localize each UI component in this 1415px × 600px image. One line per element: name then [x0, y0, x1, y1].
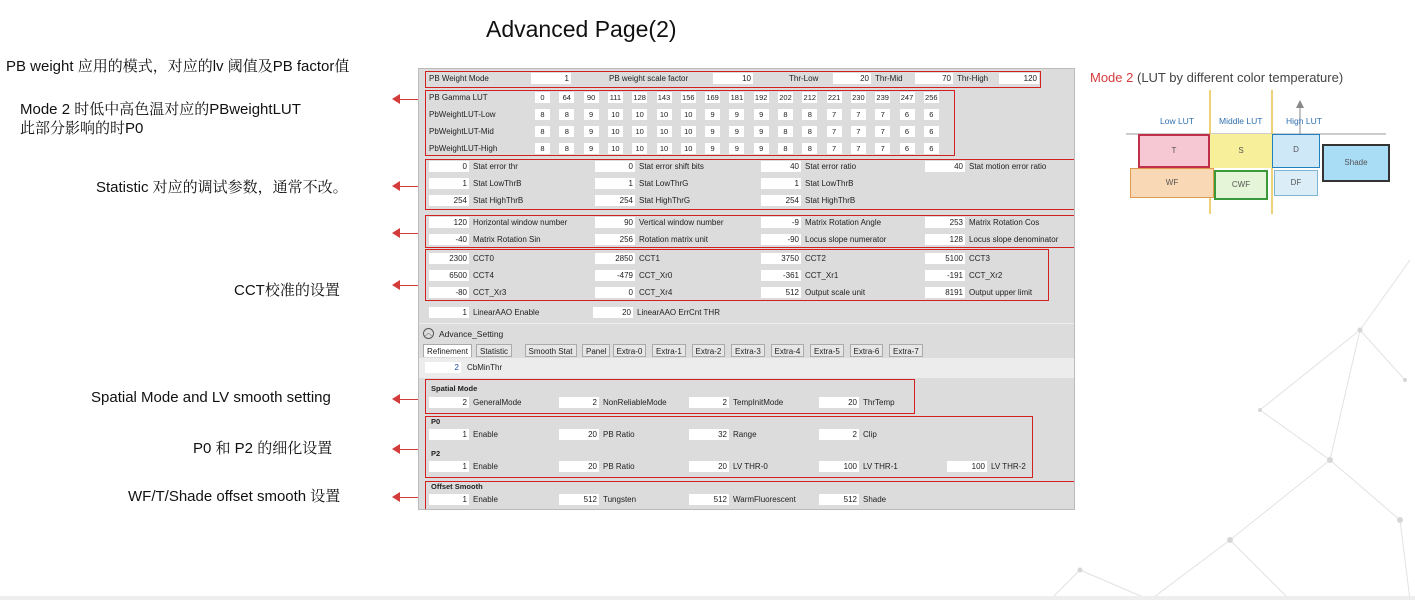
lut-cell-input[interactable]: 7 — [827, 126, 842, 137]
advance-setting-label: Advance_Setting — [439, 329, 504, 339]
lut-cell-input[interactable]: 7 — [875, 109, 890, 120]
lut-cell-input[interactable]: 6 — [900, 143, 915, 154]
note-cct: CCT校准的设置 — [234, 282, 340, 299]
lut-cell-input[interactable]: 9 — [584, 109, 599, 120]
thr-high-input[interactable]: 120 — [999, 73, 1039, 84]
param-input[interactable]: 0 — [595, 287, 635, 298]
param-label: Stat LowThrB — [473, 179, 522, 188]
thr-low-input[interactable]: 20 — [833, 73, 871, 84]
linear-thr-input[interactable]: 20 — [593, 307, 633, 318]
arrow-icon — [394, 186, 418, 187]
lut-cell-input[interactable]: 156 — [682, 93, 695, 102]
tab-extra-7[interactable]: Extra-7 — [889, 344, 923, 357]
p2-group-label: P2 — [431, 449, 441, 458]
param-input[interactable]: 1 — [429, 461, 469, 472]
mode2-diagram — [1086, 66, 1386, 216]
lut-cell-input[interactable]: 6 — [900, 109, 915, 120]
param-input[interactable]: 512 — [819, 494, 859, 505]
diagram-title-rest: (LUT by different color temperature) — [1133, 70, 1344, 85]
param-label: Stat motion error ratio — [969, 162, 1047, 171]
highlight-box — [425, 481, 1075, 510]
param-label: LV THR-1 — [863, 462, 898, 471]
lut-cell-input[interactable]: 10 — [608, 143, 623, 154]
lut-cell-input[interactable]: 8 — [535, 143, 550, 154]
lut-cell-input[interactable]: 7 — [875, 126, 890, 137]
spatial-group-label: Spatial Mode — [431, 384, 478, 393]
arrow-icon — [394, 449, 418, 450]
tab-extra-6[interactable]: Extra-6 — [850, 344, 884, 357]
note-statistic: Statistic 对应的调试参数，通常不改。 — [96, 179, 348, 196]
lut-cell-input[interactable]: 9 — [754, 109, 769, 120]
param-label: Enable — [473, 495, 498, 504]
param-input[interactable]: 20 — [819, 397, 859, 408]
param-input[interactable]: 512 — [761, 287, 801, 298]
lut-cell-input[interactable]: 8 — [559, 109, 574, 120]
lut-cell-input[interactable]: 10 — [681, 109, 696, 120]
param-input[interactable]: 100 — [819, 461, 859, 472]
highlight-box — [425, 90, 955, 156]
lut-cell-input[interactable]: 221 — [827, 93, 841, 102]
param-input[interactable]: 2 — [559, 397, 599, 408]
tab-refinement[interactable]: Refinement — [423, 344, 472, 357]
param-input[interactable]: 1 — [761, 178, 801, 189]
tab-smooth-stat[interactable]: Smooth Stat — [525, 344, 577, 357]
param-input[interactable]: 256 — [595, 234, 635, 245]
param-input[interactable]: 254 — [429, 195, 469, 206]
lut-cell-input[interactable]: 6 — [924, 109, 939, 120]
param-input[interactable]: 0 — [595, 161, 635, 172]
param-input[interactable]: 40 — [925, 161, 965, 172]
lut-cell-input[interactable]: 10 — [632, 143, 647, 154]
highlight-box — [425, 249, 1049, 301]
slide-footer-bar — [0, 596, 1415, 600]
lut-cell-input[interactable]: 8 — [802, 143, 817, 154]
param-input[interactable]: 1 — [429, 178, 469, 189]
param-label: CCT2 — [805, 254, 826, 263]
highlight-box — [425, 416, 1033, 478]
param-label: Enable — [473, 430, 498, 439]
tab-extra-2[interactable]: Extra-2 — [692, 344, 726, 357]
lut-row-label: PbWeightLUT-Low — [429, 110, 496, 119]
arrow-icon — [394, 497, 418, 498]
arrow-icon — [394, 233, 418, 234]
param-input[interactable]: 20 — [689, 461, 729, 472]
param-label: CCT4 — [473, 271, 494, 280]
lut-cell-input[interactable]: 90 — [584, 92, 599, 103]
lut-cell-input[interactable]: 9 — [754, 126, 769, 137]
pb-weight-mode-input[interactable]: 1 — [531, 73, 571, 84]
middle-lut-label: Middle LUT — [1219, 116, 1263, 126]
param-label: WarmFluorescent — [733, 495, 796, 504]
lut-row-label: PbWeightLUT-Mid — [429, 127, 494, 136]
linear-aao-row — [423, 306, 1070, 320]
arrow-icon — [394, 399, 418, 400]
param-input[interactable]: 3750 — [761, 253, 801, 264]
lut-cell-input[interactable]: 9 — [705, 109, 720, 120]
note-mode2-line1: Mode 2 时低中高色温对应的PBweightLUT — [20, 101, 301, 118]
pb-weight-scale-label: PB weight scale factor — [609, 74, 689, 83]
param-label: CCT_Xr0 — [639, 271, 673, 280]
lut-cell-input[interactable]: 181 — [730, 93, 744, 102]
param-label: CCT_Xr2 — [969, 271, 1003, 280]
param-label: Rotation matrix unit — [639, 235, 708, 244]
param-label: Tungsten — [603, 495, 637, 504]
lut-cell-input[interactable]: 10 — [657, 143, 672, 154]
param-input[interactable]: 128 — [925, 234, 965, 245]
lut-cell-input[interactable]: 8 — [778, 109, 793, 120]
param-label: PB Ratio — [603, 430, 635, 439]
param-label: CCT3 — [969, 254, 990, 263]
param-label: CCT0 — [473, 254, 494, 263]
param-label: Stat error shift bits — [639, 162, 704, 171]
param-label: Stat LowThrB — [805, 179, 854, 188]
param-input[interactable]: 512 — [689, 494, 729, 505]
lut-cell-input[interactable]: 0 — [535, 92, 550, 103]
lut-cell-input[interactable]: 8 — [802, 109, 817, 120]
param-input[interactable]: 20 — [559, 429, 599, 440]
param-input[interactable]: 254 — [761, 195, 801, 206]
param-input[interactable]: 90 — [595, 217, 635, 228]
param-input[interactable]: 6500 — [429, 270, 469, 281]
highlight-box — [425, 215, 1075, 248]
param-label: Range — [733, 430, 757, 439]
param-label: Locus slope denominator — [969, 235, 1059, 244]
param-input[interactable]: 2 — [689, 397, 729, 408]
param-input[interactable]: 1 — [595, 178, 635, 189]
param-input[interactable]: 32 — [689, 429, 729, 440]
note-mode2-line2: 此部分影响的时P0 — [20, 120, 144, 137]
highlight-box — [425, 159, 1075, 210]
linear-enable-input[interactable]: 1 — [429, 307, 469, 318]
param-input[interactable]: 2 — [819, 429, 859, 440]
param-label: Stat LowThrG — [639, 179, 689, 188]
cbminthr-input[interactable]: 2 — [425, 362, 461, 373]
param-label: Matrix Rotation Cos — [969, 218, 1040, 227]
tab-extra-3[interactable]: Extra-3 — [731, 344, 765, 357]
param-label: Stat HighThrB — [473, 196, 524, 205]
lut-cell-input[interactable]: 128 — [633, 93, 646, 102]
slide-title: Advanced Page(2) — [486, 16, 677, 42]
tab-extra-1[interactable]: Extra-1 — [652, 344, 686, 357]
param-label: Locus slope numerator — [805, 235, 887, 244]
lut-cell-input[interactable]: 6 — [924, 143, 939, 154]
lut-cell-input[interactable]: 10 — [608, 126, 623, 137]
tab-panel[interactable]: Panel — [582, 344, 610, 357]
param-label: Stat HighThrG — [639, 196, 691, 205]
param-input[interactable]: -479 — [595, 270, 635, 281]
offset-group-label: Offset Smooth — [431, 482, 483, 491]
lut-cell-input[interactable]: 64 — [559, 92, 574, 103]
tab-extra-5[interactable]: Extra-5 — [810, 344, 844, 357]
lut-cell-input[interactable]: 230 — [852, 93, 865, 102]
tab-statistic[interactable]: Statistic — [476, 344, 512, 357]
lut-cell-input[interactable]: 212 — [803, 93, 817, 102]
param-label: Stat error thr — [473, 162, 518, 171]
note-p0p2: P0 和 P2 的细化设置 — [193, 440, 333, 457]
thr-mid-input[interactable]: 70 — [915, 73, 953, 84]
param-label: CCT_Xr3 — [473, 288, 507, 297]
lut-cell-input[interactable]: 8 — [559, 126, 574, 137]
lut-cell-input[interactable]: 6 — [900, 126, 915, 137]
param-label: Stat HighThrB — [805, 196, 856, 205]
lut-cell-input[interactable]: 9 — [705, 126, 720, 137]
param-label: GeneralMode — [473, 398, 522, 407]
divider — [419, 323, 1074, 324]
lut-cell-input[interactable]: 169 — [706, 93, 719, 102]
param-label: Clip — [863, 430, 877, 439]
lut-cell-input[interactable]: 8 — [802, 126, 817, 137]
note-pb-weight: PB weight 应用的模式，对应的lv 阈值及PB factor值 — [6, 58, 350, 75]
param-label: PB Ratio — [603, 462, 635, 471]
lut-cell-input[interactable]: 10 — [681, 126, 696, 137]
high-lut-label: High LUT — [1286, 116, 1322, 126]
param-label: CCT_Xr1 — [805, 271, 839, 280]
param-input[interactable]: 2 — [429, 397, 469, 408]
param-input[interactable]: -40 — [429, 234, 469, 245]
cbminthr-label: CbMinThr — [467, 363, 503, 372]
lut-cell-input[interactable]: 111 — [609, 93, 622, 102]
lut-cell-input[interactable]: 7 — [827, 143, 842, 154]
lut-cell-input[interactable]: 8 — [778, 126, 793, 137]
param-label: Output upper limit — [969, 288, 1033, 297]
lut-cell-input[interactable]: 7 — [851, 143, 866, 154]
param-label: CCT1 — [639, 254, 660, 263]
param-label: Horizontal window number — [473, 218, 568, 227]
param-input[interactable]: -80 — [429, 287, 469, 298]
lut-cell-input[interactable]: 239 — [876, 93, 889, 102]
lut-cell-input[interactable]: 192 — [754, 93, 768, 102]
param-input[interactable]: 254 — [595, 195, 635, 206]
note-spatial: Spatial Mode and LV smooth setting — [91, 389, 331, 406]
param-input[interactable]: 2850 — [595, 253, 635, 264]
param-label: Matrix Rotation Sin — [473, 235, 541, 244]
param-label: TempInitMode — [733, 398, 784, 407]
param-label: Enable — [473, 462, 498, 471]
param-input[interactable]: -9 — [761, 217, 801, 228]
param-label: Shade — [863, 495, 887, 504]
thr-low-label: Thr-Low — [789, 74, 819, 83]
lut-cell-input[interactable]: 202 — [779, 93, 792, 102]
lut-cell-input[interactable]: 143 — [657, 93, 671, 102]
param-label: Vertical window number — [639, 218, 724, 227]
lut-cell-input[interactable]: 9 — [584, 126, 599, 137]
param-input[interactable]: 0 — [429, 161, 469, 172]
param-label: Output scale unit — [805, 288, 866, 297]
diagram-title-mode: Mode 2 — [1090, 70, 1134, 85]
tab-content — [419, 358, 1074, 378]
param-label: ThrTemp — [863, 398, 895, 407]
pb-weight-scale-input[interactable]: 10 — [713, 73, 753, 84]
arrow-icon — [394, 99, 418, 100]
settings-panel — [418, 68, 1075, 510]
collapse-chevron-icon[interactable]: ︿ — [425, 330, 432, 337]
lut-cell-input[interactable]: 9 — [754, 143, 769, 154]
param-input[interactable]: 100 — [947, 461, 987, 472]
param-input[interactable]: 1 — [429, 494, 469, 505]
lut-cell-input[interactable]: 9 — [729, 109, 744, 120]
lut-cell-input[interactable]: 9 — [729, 126, 744, 137]
param-input[interactable]: 40 — [761, 161, 801, 172]
param-input[interactable]: 512 — [559, 494, 599, 505]
highlight-box — [425, 71, 1041, 88]
arrow-icon — [394, 285, 418, 286]
param-input[interactable]: -90 — [761, 234, 801, 245]
linear-enable-label: LinearAAO Enable — [473, 308, 540, 317]
box-cwf: CWF — [1214, 170, 1268, 200]
highlight-box — [425, 379, 915, 414]
param-input[interactable]: 1 — [429, 429, 469, 440]
lut-cell-input[interactable]: 7 — [827, 109, 842, 120]
lut-cell-input[interactable]: 9 — [584, 143, 599, 154]
lut-cell-input[interactable]: 10 — [632, 109, 647, 120]
lut-cell-input[interactable]: 9 — [705, 143, 720, 154]
param-label: Matrix Rotation Angle — [805, 218, 882, 227]
lut-cell-input[interactable]: 10 — [608, 109, 623, 120]
lut-cell-input[interactable]: 10 — [632, 126, 647, 137]
param-label: LV THR-0 — [733, 462, 768, 471]
box-df: DF — [1274, 170, 1318, 196]
box-shade: Shade — [1322, 144, 1390, 182]
param-input[interactable]: -191 — [925, 270, 965, 281]
lut-cell-input[interactable]: 10 — [657, 109, 672, 120]
box-t: T — [1138, 134, 1210, 168]
param-label: NonReliableMode — [603, 398, 667, 407]
box-s: S — [1210, 134, 1272, 168]
param-label: CCT_Xr4 — [639, 288, 673, 297]
lut-cell-input[interactable]: 8 — [535, 109, 550, 120]
param-input[interactable]: 120 — [429, 217, 469, 228]
param-input[interactable]: -361 — [761, 270, 801, 281]
box-wf: WF — [1130, 168, 1214, 198]
note-offset: WF/T/Shade offset smooth 设置 — [128, 488, 341, 505]
param-label: LV THR-2 — [991, 462, 1026, 471]
lut-cell-input[interactable]: 10 — [681, 143, 696, 154]
box-d: D — [1272, 134, 1320, 168]
param-input[interactable]: 8191 — [925, 287, 965, 298]
lut-cell-input[interactable]: 7 — [851, 109, 866, 120]
lut-row-label: PB Gamma LUT — [429, 93, 488, 102]
lut-cell-input[interactable]: 9 — [729, 143, 744, 154]
linear-thr-label: LinearAAO ErrCnt THR — [637, 308, 720, 317]
tab-extra-4[interactable]: Extra-4 — [771, 344, 805, 357]
param-input[interactable]: 253 — [925, 217, 965, 228]
lut-cell-input[interactable]: 256 — [925, 93, 938, 102]
param-input[interactable]: 5100 — [925, 253, 965, 264]
param-input[interactable]: 20 — [559, 461, 599, 472]
low-lut-label: Low LUT — [1160, 116, 1195, 126]
param-label: Stat error ratio — [805, 162, 857, 171]
lut-cell-input[interactable]: 7 — [875, 143, 890, 154]
pb-weight-mode-label: PB Weight Mode — [429, 74, 489, 83]
lut-cell-input[interactable]: 6 — [924, 126, 939, 137]
param-input[interactable]: 2300 — [429, 253, 469, 264]
lut-cell-input[interactable]: 8 — [535, 126, 550, 137]
lut-cell-input[interactable]: 8 — [559, 143, 574, 154]
p0-group-label: P0 — [431, 417, 441, 426]
lut-cell-input[interactable]: 8 — [778, 143, 793, 154]
tab-extra-0[interactable]: Extra-0 — [613, 344, 647, 357]
tab-bar — [423, 344, 1063, 358]
lut-cell-input[interactable]: 10 — [657, 126, 672, 137]
lut-cell-input[interactable]: 7 — [851, 126, 866, 137]
thr-high-label: Thr-High — [957, 74, 989, 83]
thr-mid-label: Thr-Mid — [875, 74, 903, 83]
lut-row-label: PbWeightLUT-High — [429, 144, 498, 153]
lut-cell-input[interactable]: 247 — [900, 93, 914, 102]
